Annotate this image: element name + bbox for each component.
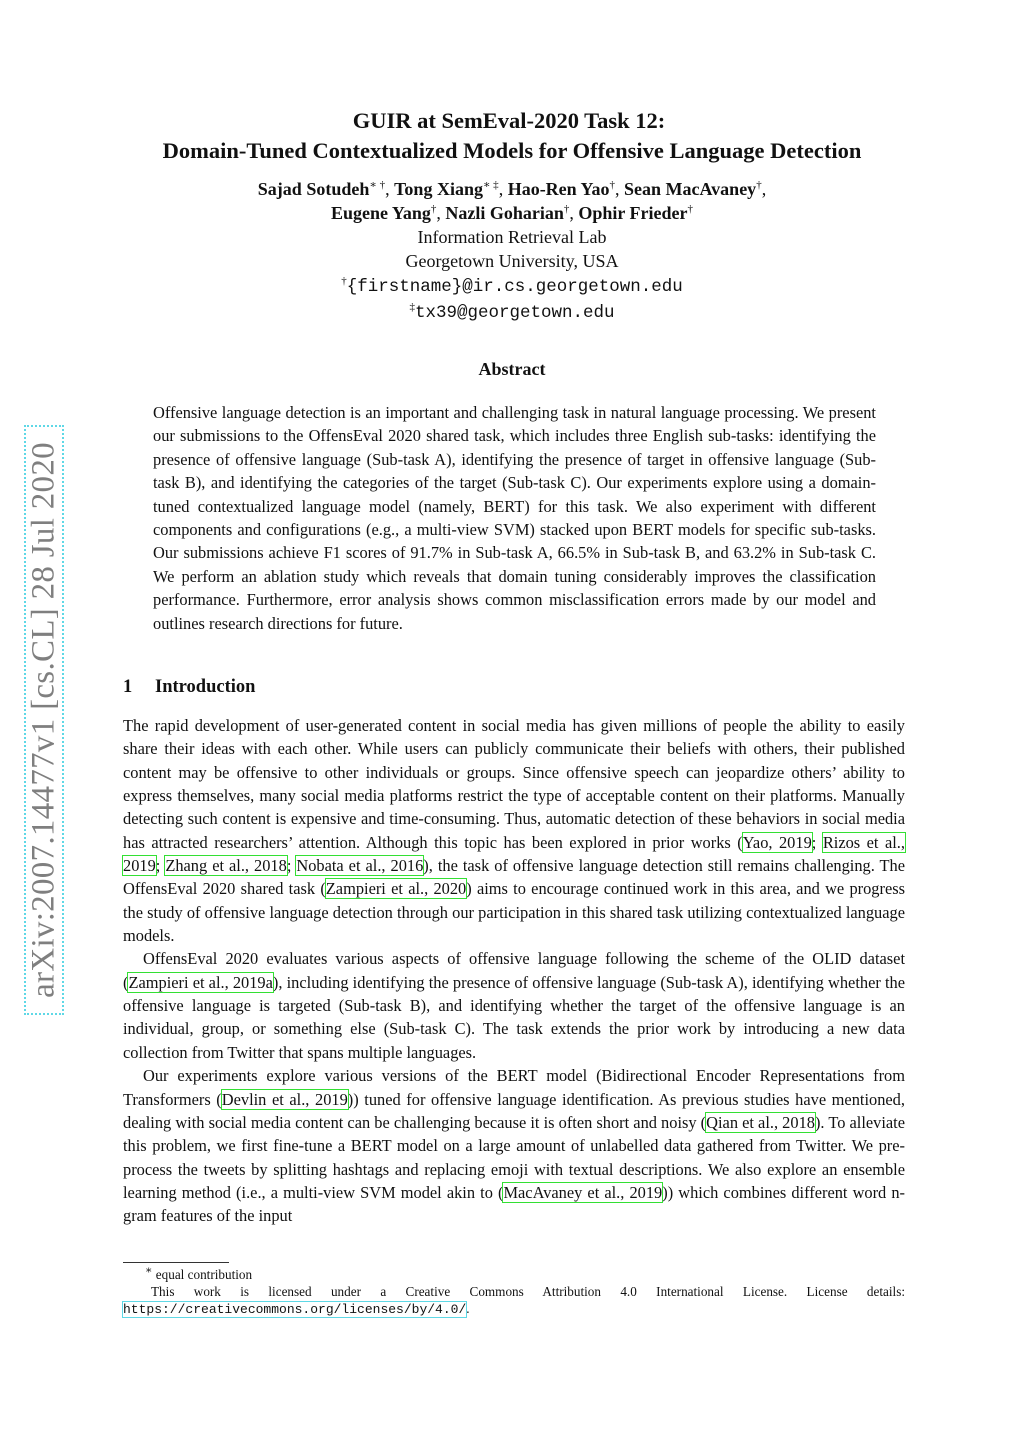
email-line-2 — [0, 299, 1024, 325]
author-name: Eugene Yang — [330, 203, 431, 223]
paragraph-text: )) tuned for offensive language identification. As previous studies have mentioned, dealing with social media content can be challenging because it is often short and noisy ( — [123, 1089, 905, 1132]
footnote-period: . — [466, 1301, 470, 1316]
paragraph — [123, 1064, 905, 1227]
footnote-rule — [123, 1262, 229, 1263]
author-separator: , — [569, 203, 579, 223]
section-title: Introduction — [155, 677, 256, 697]
author-block — [0, 177, 1024, 325]
author-separator: , — [615, 179, 625, 199]
citation-link[interactable]: Yao, 2019 — [742, 832, 812, 852]
author-affil-mark: † — [563, 203, 570, 215]
affiliation-lab: Information Retrieval Lab — [417, 227, 607, 247]
paragraph-text: ), the task of offensive language detection still remains challenging. The OffensEval 2020 shared task ( — [123, 856, 905, 899]
author-separator: , — [761, 179, 767, 199]
section-number: 1 — [123, 677, 133, 697]
paragraph-text: Our experiments explore various versions of the BERT model (Bidirectional Encoder Representations from Transformers ( — [123, 1066, 905, 1109]
citation-separator: ; — [811, 832, 823, 852]
author-name: Sean MacAvaney — [624, 179, 757, 199]
citation-link[interactable]: Nobata et al., 2016 — [296, 856, 424, 876]
author-name: Nazli Goharian — [445, 203, 564, 223]
paragraph-text: ). To alleviate this problem, we first fine-tune a BERT model on a large amount of unlabelled data gathered from Twitter. We pre-process the tweets by splitting hashtags and replacing emoji with textual descriptions. We also explore an ensemble learning method (i.e., a multi-view SVM model akin to ( — [123, 1112, 906, 1202]
paragraph-text: The rapid development of user-generated content in social media has given millions of people the ability to easily share their ideas with each other. While users can publicly communicate their beliefs with others, their published content may be offensive to other individuals or groups. Since offensive speech can jeopardize others’ ability to express themselves, many social media platforms restrict the type of acceptable content on their platforms. Manually detecting such content is expensive and time-consuming. Thus, automatic detection of these behaviors in social media has attracted researchers’ attention. Although this topic has been explored in prior works ( — [123, 716, 905, 852]
author-name: Sajad Sotudeh — [257, 179, 370, 199]
author-affil-mark: ∗ † — [369, 179, 386, 191]
email-line-1 — [0, 273, 1024, 299]
abstract-text: Offensive language detection is an important and challenging task in natural language processing. We present our submissions to the OffensEval 2020 shared task, which includes three English sub-tasks: identifying the presence of offensive language (Sub-task A), identifying the presence of target in offensive language (Sub-task B), and identifying the categories of the target (Sub-task C). Our experiments explore using a domain-tuned contextualized language model (namely, BERT) for this task. We also experiment with different components and configurations (e.g., a multi-view SVM) stacked upon BERT models for specific sub-tasks. Our submissions achieve F1 scores of 91.7% in Sub-task A, 66.5% in Sub-task B, and 63.2% in Sub-task C. We perform an ablation study which reveals that domain tuning considerably improves the classification performance. Furthermore, error analysis shows common misclassification errors made by our model and outlines research directions for future. — [153, 403, 876, 633]
section-heading — [123, 677, 255, 698]
author-affil-mark: † — [756, 179, 762, 191]
author-line-2 — [0, 201, 1024, 225]
arxiv-stamp[interactable] — [24, 425, 64, 1015]
author-affil-mark: † — [430, 203, 437, 215]
author-affil-mark: † — [687, 203, 694, 215]
paragraph-text: ) aims to encourage continued work in this area, and we progress the study of offensive language detection through our participation in this shared task utilizing contextualized language models. — [123, 879, 905, 946]
email-mark: † — [341, 275, 347, 287]
paragraph — [123, 714, 905, 947]
affiliation-university: Georgetown University, USA — [405, 251, 619, 271]
footnote-contribution — [123, 1266, 905, 1283]
author-name: Ophir Frieder — [578, 203, 688, 223]
paragraph — [123, 947, 905, 1064]
author-name: Hao-Ren Yao — [507, 179, 610, 199]
section-body — [123, 714, 905, 1228]
email-address: tx39@georgetown.edu — [414, 303, 615, 323]
footnote-license: This work is licensed under a Creative Commons Attribution 4.0 International License. License details: — [151, 1284, 905, 1299]
paragraph-text: )) which combines different word n-gram features of the input — [123, 1182, 906, 1226]
title-line-1: GUIR at SemEval-2020 Task 12: — [352, 108, 666, 133]
abstract-heading: Abstract — [478, 359, 546, 379]
author-name: Tong Xiang — [394, 179, 483, 199]
citation-link[interactable]: Qian et al., 2018 — [706, 1112, 815, 1132]
author-separator: , — [385, 179, 395, 199]
footnotes — [123, 1266, 905, 1318]
footnote-text: equal contribution — [152, 1267, 253, 1282]
email-mark: ‡ — [409, 301, 415, 313]
email-address: {firstname}@ir.cs.georgetown.edu — [346, 277, 683, 297]
citation-link[interactable]: Rizos et al., 2019 — [123, 832, 905, 876]
author-line-1 — [0, 177, 1024, 201]
paper-title — [0, 106, 1024, 166]
citation-link[interactable]: MacAvaney et al., 2019 — [503, 1182, 663, 1202]
citation-link[interactable]: Zampieri et al., 2020 — [325, 879, 467, 899]
citation-separator: ; — [155, 856, 166, 876]
paragraph-text: ), including identifying the presence of offensive language (Sub-task A), identifying whether the offensive language is targeted (Sub-task B), and identifying whether the target of the offensive language is an individual, group, or something else (Sub-task C). The task extends the prior work by introducing a new data collection from Twitter that spans multiple languages. — [123, 972, 905, 1062]
author-separator: , — [436, 203, 446, 223]
footnote-url-line — [123, 1300, 905, 1318]
paragraph-text: OffensEval 2020 evaluates various aspects of offensive language following the scheme of the OLID dataset ( — [123, 949, 905, 992]
title-line-2: Domain-Tuned Contextualized Models for Offensive Language Detection — [162, 138, 862, 163]
author-affil-mark: ∗ ‡ — [482, 179, 499, 191]
arxiv-stamp-text: arXiv:2007.14477v1 [cs.CL] 28 Jul 2020 — [25, 442, 62, 998]
footnote-mark: ∗ — [145, 1264, 153, 1277]
author-separator: , — [498, 179, 508, 199]
citation-link[interactable]: Zampieri et al., 2019a — [128, 972, 273, 992]
author-affil-mark: † — [609, 179, 616, 191]
citation-link[interactable]: Zhang et al., 2018 — [165, 856, 287, 876]
citation-link[interactable]: Devlin et al., 2019 — [221, 1089, 348, 1109]
license-url-link[interactable]: https://creativecommons.org/licenses/by/4.0/ — [123, 1302, 467, 1317]
citation-separator: ; — [286, 856, 297, 876]
